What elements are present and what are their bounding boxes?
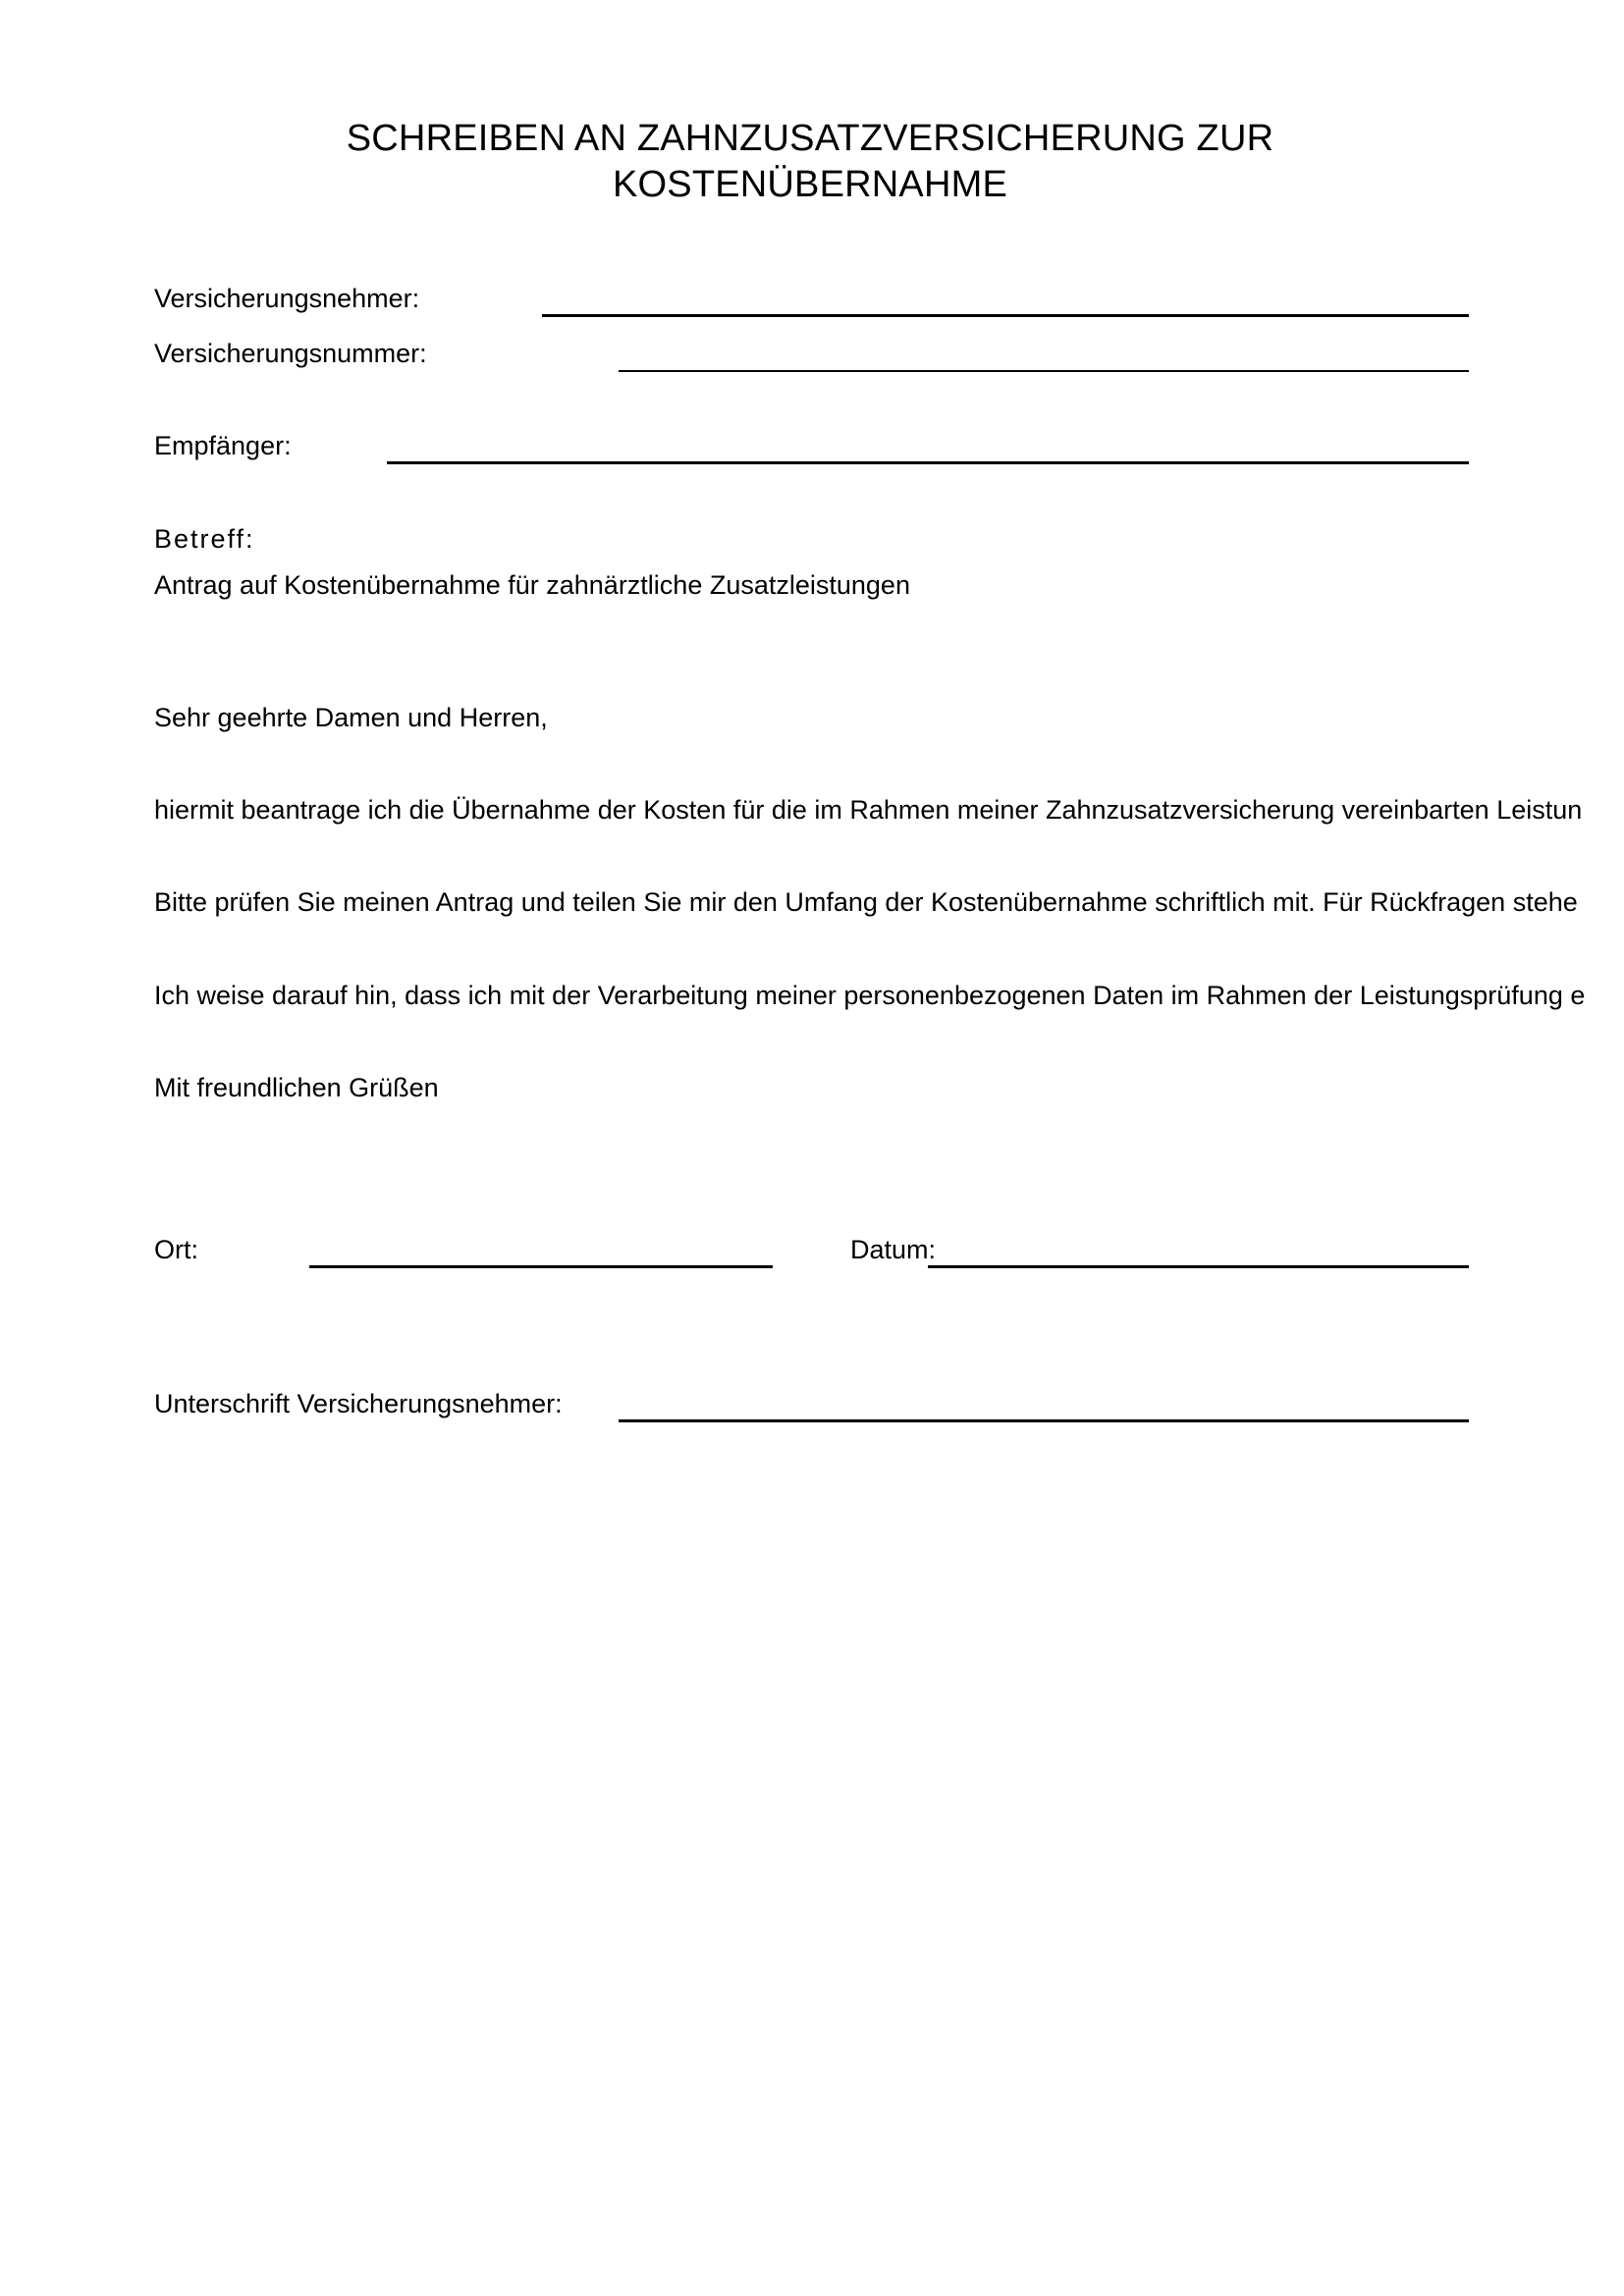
closing: Mit freundlichen Grüßen	[154, 1073, 439, 1102]
versicherungsnehmer-field-line[interactable]	[542, 314, 1469, 317]
subject-label: Betreff:	[154, 524, 255, 554]
datum-label: Datum:	[850, 1235, 937, 1264]
unterschrift-label: Unterschrift Versicherungsnehmer:	[154, 1389, 563, 1418]
ort-label: Ort:	[154, 1235, 198, 1264]
datum-field-line[interactable]	[928, 1265, 1469, 1268]
salutation: Sehr geehrte Damen und Herren,	[154, 703, 548, 732]
empfaenger-label: Empfänger:	[154, 431, 292, 460]
unterschrift-field-line[interactable]	[619, 1419, 1469, 1422]
empfaenger-field-line[interactable]	[387, 461, 1469, 464]
versicherungsnummer-label: Versicherungsnummer:	[154, 339, 427, 368]
versicherungsnummer-field-line[interactable]	[619, 370, 1469, 372]
document-title	[236, 116, 1384, 208]
document-title-line-2: KOSTENÜBERNAHME	[612, 164, 1008, 205]
versicherungsnehmer-label: Versicherungsnehmer:	[154, 284, 420, 313]
body-paragraph-3: Ich weise darauf hin, dass ich mit der Verarbeitung meiner personenbezogenen Daten im Rahmen der Leistungsprüfung e	[154, 981, 1586, 1010]
body-paragraph-1: hiermit beantrage ich die Übernahme der Kosten für die im Rahmen meiner Zahnzusatzversicherung vereinbarten Leistun	[154, 795, 1583, 825]
subject-text: Antrag auf Kostenübernahme für zahnärztliche Zusatzleistungen	[154, 570, 910, 600]
body-paragraph-2: Bitte prüfen Sie meinen Antrag und teilen Sie mir den Umfang der Kostenübernahme schriftlich mit. Für Rückfragen stehe	[154, 887, 1578, 917]
document-title-line-1: SCHREIBEN AN ZAHNZUSATZVERSICHERUNG ZUR	[346, 118, 1274, 159]
ort-field-line[interactable]	[309, 1265, 773, 1268]
